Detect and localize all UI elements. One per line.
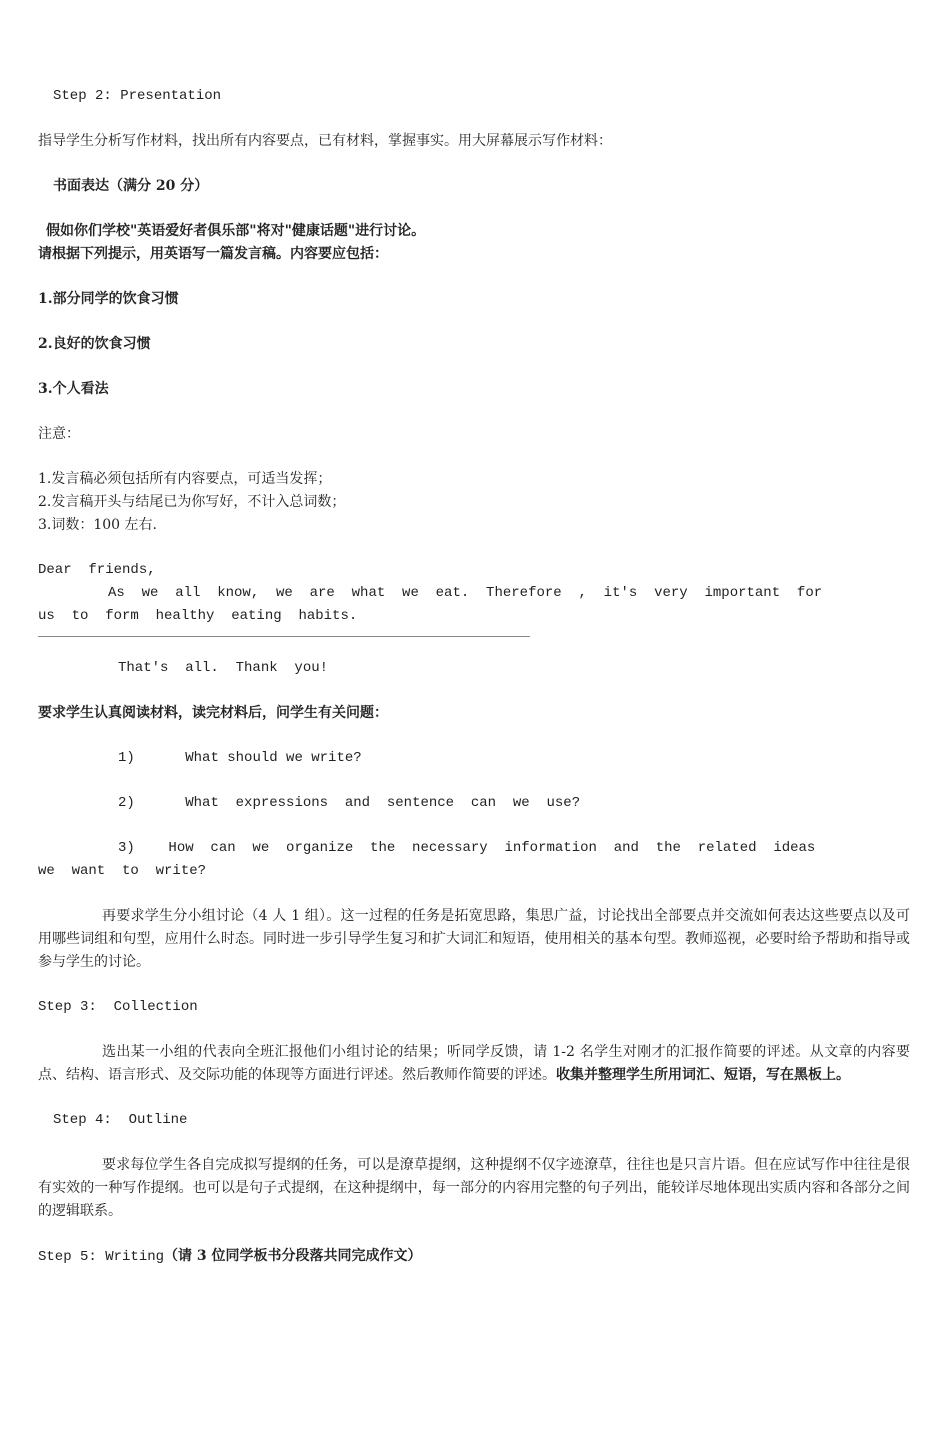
step4-heading: Step 4: Outline — [53, 1112, 188, 1128]
notes-label: 注意： — [38, 426, 80, 442]
letter-greeting: Dear friends, — [38, 562, 156, 578]
material-title: 书面表达（满分 20 分） — [53, 178, 209, 194]
step3-heading: Step 3: Collection — [38, 999, 198, 1015]
note-item: 2.发言稿开头与结尾已为你写好，不计入总词数； — [38, 494, 346, 510]
question-text: How can we organize the necessary information and the related ideas — [168, 840, 816, 856]
question-item — [38, 747, 910, 770]
content-point: 3.个人看法 — [38, 381, 109, 397]
question-item — [38, 837, 910, 860]
step3-paragraph — [38, 1041, 910, 1087]
letter-opening-line-cont: us to form healthy eating habits. — [38, 608, 358, 624]
question-text: What should we write? — [185, 750, 362, 766]
step5-heading — [38, 1245, 910, 1269]
question-number: 2) — [118, 795, 135, 811]
prompt-line2: 请根据下列提示，用英语写一篇发言稿。内容要应包括： — [38, 246, 388, 262]
question-number: 1) — [118, 750, 135, 766]
step2-heading: Step 2: Presentation — [53, 88, 222, 104]
letter-opening-line: As we all know, we are what we eat. Therefore , it's very important for — [108, 585, 823, 601]
step5-heading-cn: （请 3 位同学板书分段落共同完成作文） — [164, 1248, 422, 1264]
step3-text: 选出某一小组的代表向全班汇报他们小组讨论的结果；听同学反馈，请 1-2 名学生对刚才的汇报作简要的评述。从文章的内容要点、结构、语言形式、及交际功能的体现等方面进行评述。然后教师作简要的评述。 — [38, 1044, 910, 1083]
question-item-cont: we want to write? — [38, 863, 207, 879]
step3-text-bold: 收集并整理学生所用词汇、短语，写在黑板上。 — [556, 1067, 850, 1083]
step2-intro: 指导学生分析写作材料，找出所有内容要点，已有材料，掌握事实。用大屏幕展示写作材料： — [38, 133, 612, 149]
document-page — [38, 85, 910, 1269]
letter-closing: That's all. Thank you! — [118, 660, 329, 676]
prompt-line1: 假如你们学校"英语爱好者俱乐部"将对"健康话题"进行讨论。 — [46, 223, 426, 239]
note-item: 3.词数：100 左右. — [38, 517, 157, 533]
step5-heading-en: Step 5: Writing — [38, 1249, 165, 1265]
question-number: 3) — [118, 840, 135, 856]
question-text: What expressions and sentence can we use? — [185, 795, 581, 811]
group-discussion-paragraph: 再要求学生分小组讨论（4 人 1 组）。这一过程的任务是拓宽思路，集思广益，讨论找出全部要点并交流如何表达这些要点以及可用哪些词组和句型，应用什么时态。同时进一步引导学生复习和扩大词汇和短语，使用相关的基本句型。教师巡视，必要时给予帮助和指导或参与学生的讨论。 — [38, 908, 910, 970]
content-point: 2.良好的饮食习惯 — [38, 336, 151, 352]
questions-intro: 要求学生认真阅读材料，读完材料后，问学生有关问题： — [38, 705, 388, 721]
question-item — [38, 792, 910, 815]
content-point: 1.部分同学的饮食习惯 — [38, 291, 179, 307]
note-item: 1.发言稿必须包括所有内容要点，可适当发挥； — [38, 471, 332, 487]
step4-paragraph: 要求每位学生各自完成拟写提纲的任务，可以是潦草提纲，这种提纲不仅字迹潦草，往往也是只言片语。但在应试写作中往往是很有实效的一种写作提纲。也可以是句子式提纲，在这种提纲中，每一部分的内容用完整的句子列出，能较详尽地体现出实质内容和各部分之间的逻辑联系。 — [38, 1157, 910, 1219]
